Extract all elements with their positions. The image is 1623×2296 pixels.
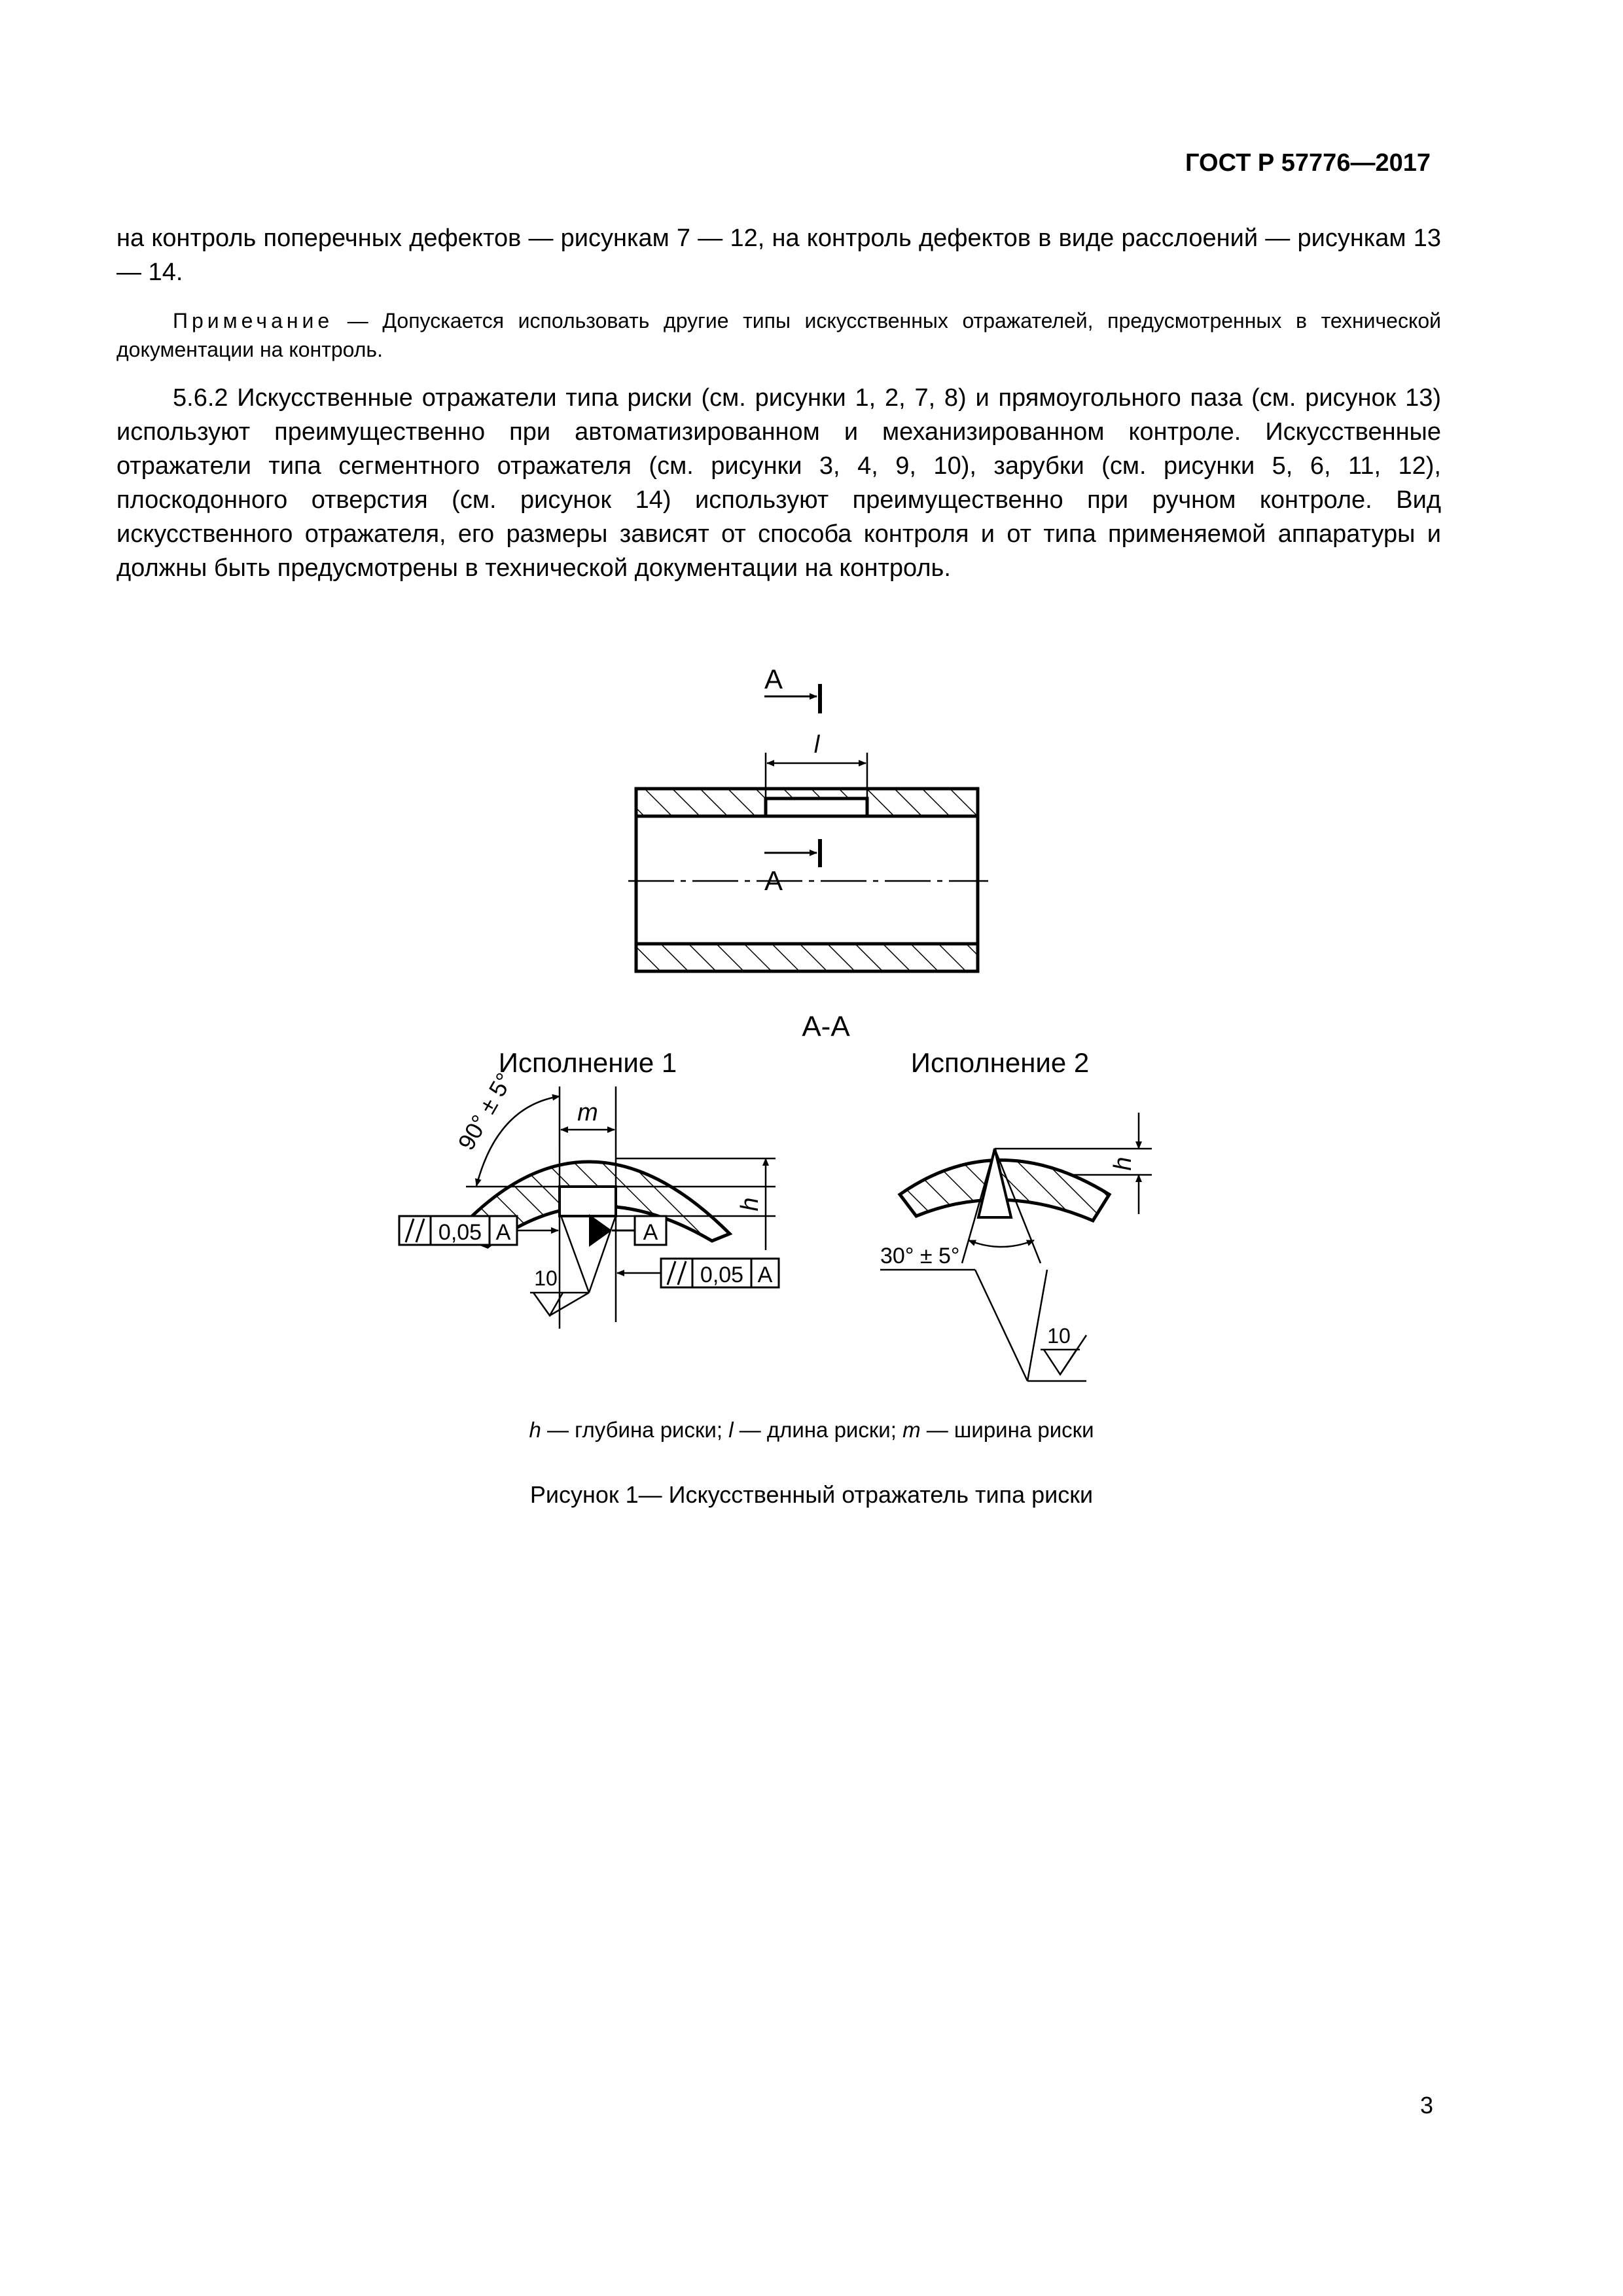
page-number: 3 <box>1419 2092 1433 2119</box>
variant-1-title: Исполнение 1 <box>498 1047 677 1078</box>
angle-1-label: 90° ± 5° <box>452 1068 518 1155</box>
figure-caption: Рисунок 1— Искусственный отражатель типа риски <box>529 1481 1094 1508</box>
pipe-bottom-wall <box>636 944 978 971</box>
dim-h-label-2: h <box>1109 1157 1137 1171</box>
tolerance-frame-2 <box>617 1259 779 1287</box>
legend-h-text: — глубина риски; <box>541 1418 729 1442</box>
dim-m-label: m <box>577 1099 598 1126</box>
svg-text:А: А <box>757 1263 773 1287</box>
legend-m-text: — ширина риски <box>920 1418 1094 1442</box>
angle-2-label: 30° ± 5° <box>880 1244 960 1268</box>
figure-1 <box>0 589 1623 1545</box>
variant-1-notch <box>560 1187 616 1216</box>
roughness-symbol-2 <box>975 1270 1086 1381</box>
reflector-notch <box>766 798 867 816</box>
document-header: ГОСТ Р 57776—2017 <box>1185 149 1431 177</box>
figure-drawing <box>0 589 1623 1545</box>
figure-legend <box>0 1418 1623 1443</box>
svg-text:А: А <box>495 1220 511 1245</box>
note-paragraph <box>116 306 1441 364</box>
dim-h-label-1: h <box>736 1197 764 1211</box>
section-mark-bottom: А <box>764 865 783 896</box>
intro-paragraph: на контроль поперечных дефектов — рисункам 7 — 12, на контроль дефектов в виде расслоений — рисункам 13 — 14. <box>116 224 1441 286</box>
legend-l-symbol: l <box>728 1418 734 1442</box>
note-text: — Допускается использовать другие типы искусственных отражателей, предусмотренных в технической документации на контроль. <box>116 309 1441 361</box>
variant-2-title: Исполнение 2 <box>910 1047 1090 1078</box>
variant-2-section <box>880 1113 1152 1381</box>
legend-l-text: — длина риски; <box>733 1418 903 1442</box>
svg-text:0,05: 0,05 <box>438 1220 482 1245</box>
intro-block <box>116 221 1441 289</box>
datum-label: А <box>643 1220 658 1245</box>
note-block <box>116 306 1441 364</box>
note-label: Примечание <box>173 309 334 332</box>
dim-l-label: l <box>813 731 820 759</box>
section-paragraph: 5.6.2 Искусственные отражатели типа риски (см. рисунки 1, 2, 7, 8) и прямоугольного паза (см. рисунок 13) используют преимущественно при автоматизированном и механизированном контроле. Искусственные отражатели типа сегментного отражателя (см. рисунки 3, 4, 9, 10), зарубки (см. рисунки 5, 6, 11, 12), плоскодонного отверстия (см. рисунок 14) используют преимущественно при ручном контроле. Вид искусственного отражателя, его размеры зависят от способа контроля и от типа применяемой аппаратуры и должны быть предусмотрены в технической документации на контроль. <box>116 384 1441 582</box>
legend-m-symbol: m <box>902 1418 921 1442</box>
variant-1-section <box>399 1068 779 1329</box>
svg-text:0,05: 0,05 <box>700 1263 744 1287</box>
section-title: А-А <box>802 1011 850 1043</box>
pipe-view <box>628 664 988 971</box>
section-block <box>116 381 1441 585</box>
svg-text:10: 10 <box>534 1266 558 1290</box>
svg-text:10: 10 <box>1047 1324 1071 1348</box>
section-mark-top: А <box>764 664 783 694</box>
legend-h-symbol: h <box>529 1418 541 1442</box>
